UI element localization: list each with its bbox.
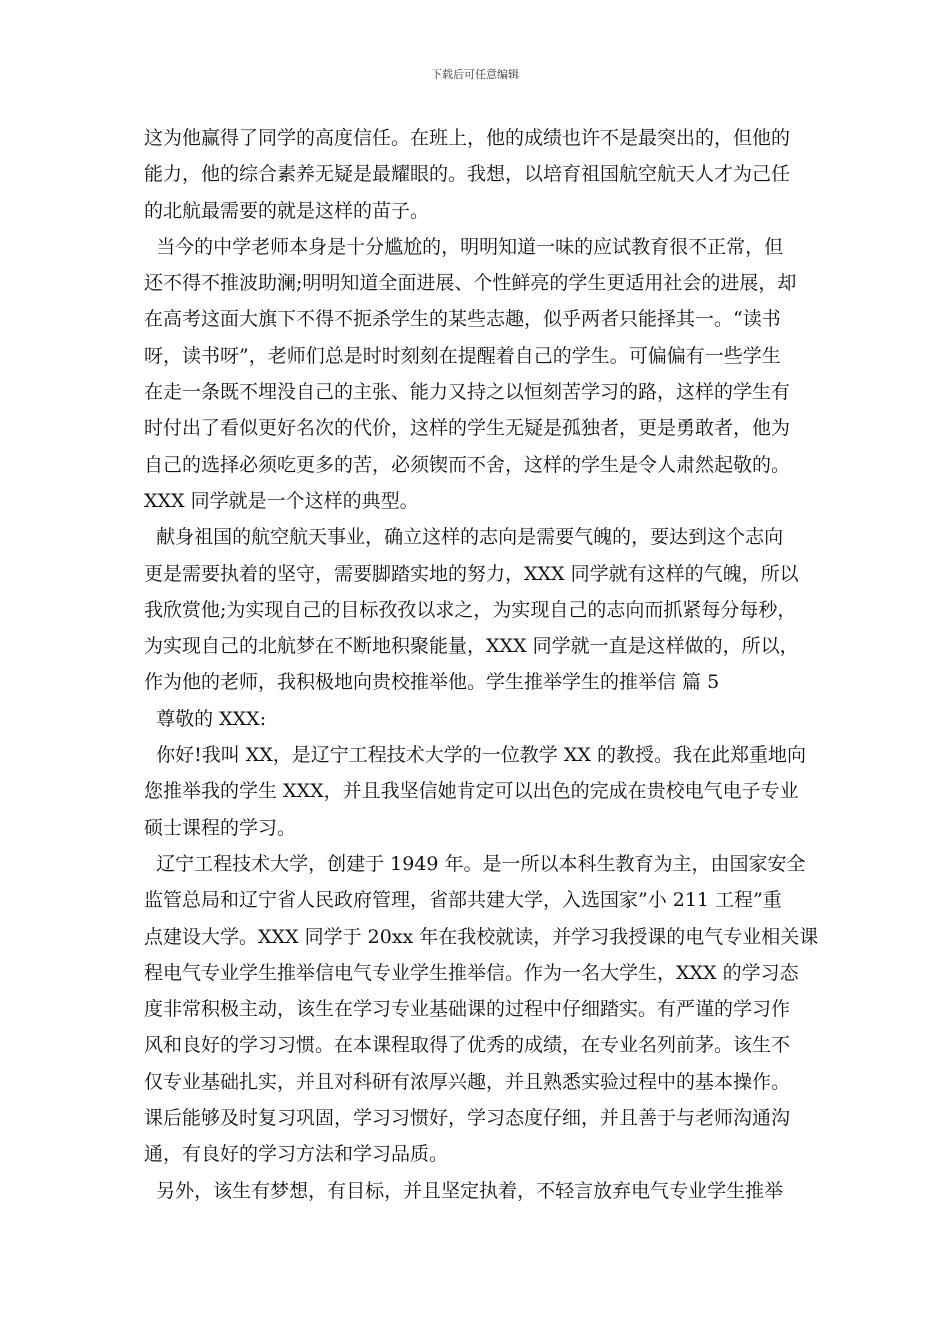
text-line: 呀，读书呀”，老师们总是时时刻刻在提醒着自己的学生。可偏偏有一些学生 [144, 344, 781, 367]
text-line: 辽宁工程技术大学，创建于 1949 年。是一所以本科生教育为主，由国家安全 [144, 852, 806, 875]
text-line: 度非常积极主动，该生在学习专业基础课的过程中仔细踏实。有严谨的学习作 [144, 998, 791, 1021]
text-line: 在高考这面大旗下不得不扼杀学生的某些志趣，似乎两者只能择其一。“读书 [144, 308, 781, 331]
text-line: 这为他赢得了同学的高度信任。在班上，他的成绩也许不是最突出的，但他的 [144, 127, 791, 149]
text-line: 作为他的老师，我积极地向贵校推举他。学生推举学生的推举信 篇 5 [144, 671, 720, 694]
text-line: 尊敬的 XXX: [144, 707, 267, 730]
text-line: 点建设大学。XXX 同学于 20xx 年在我校就读，并学习我授课的电气专业相关课 [144, 925, 819, 948]
text-line: 为实现自己的北航梦在不断地积聚能量，XXX 同学就一直是这样做的，所以， [144, 635, 799, 658]
text-line: 硕士课程的学习。 [144, 816, 297, 839]
text-line: 的北航最需要的就是这样的苗子。 [144, 199, 430, 222]
text-line: 你好!我叫 XX，是辽宁工程技术大学的一位教学 XX 的教授。我在此郑重地向 [144, 744, 806, 767]
text-line: 课后能够及时复习巩固，学习习惯好，学习态度仔细，并且善于与老师沟通沟 [144, 1107, 791, 1130]
text-line: 更是需要执着的坚守，需要脚踏实地的努力，XXX 同学就有这样的气魄，所以 [144, 562, 799, 585]
text-line: 我欣赏他;为实现自己的目标孜孜以求之，为实现自己的志向而抓紧每分每秒， [144, 598, 797, 621]
text-line: 时付出了看似更好名次的代价，这样的学生无疑是孤独者，更是勇敢者，他为 [144, 417, 791, 440]
text-line: 程电气专业学生推举信电气专业学生推举信。作为一名大学生，XXX 的学习态 [144, 961, 799, 984]
text-line: 仅专业基础扎实，并且对科研有浓厚兴趣，并且熟悉实验过程中的基本操作。 [144, 1070, 791, 1093]
text-line: 能力，他的综合素养无疑是最耀眼的。我想，以培育祖国航空航天人才为己任 [144, 163, 791, 186]
text-line: XXX 同学就是一个这样的典型。 [144, 489, 419, 512]
text-line: 监管总局和辽宁省人民政府管理，省部共建大学，入选国家”小 211 工程”重 [144, 889, 782, 912]
text-line: 当今的中学老师本身是十分尴尬的，明明知道一味的应试教育很不正常，但 [144, 235, 784, 258]
text-line: 您推举我的学生 XXX，并且我坚信她肯定可以出色的完成在贵校电气电子专业 [144, 780, 799, 803]
text-line: 自己的选择必须吃更多的苦，必须锲而不舍，这样的学生是令人肃然起敬的。 [144, 453, 791, 476]
page-header: 下载后可任意编辑 [431, 68, 519, 81]
text-line: 通，有良好的学习方法和学习品质。 [144, 1143, 449, 1166]
text-line: 献身祖国的航空航天事业，确立这样的志向是需要气魄的，要达到这个志向 [144, 526, 784, 549]
text-line: 风和良好的学习习惯。在本课程取得了优秀的成绩，在专业名列前茅。该生不 [144, 1034, 791, 1057]
text-line: 另外，该生有梦想，有目标，并且坚定执着，不轻言放弃电气专业学生推举 [144, 1179, 784, 1202]
text-line: 还不得不推波助澜;明明知道全面进展、个性鲜亮的学生更适用社会的进展，却 [144, 272, 797, 295]
text-line: 在走一条既不埋没自己的主张、能力又持之以恒刻苦学习的路，这样的学生有 [144, 381, 791, 404]
document-body [144, 120, 819, 1209]
